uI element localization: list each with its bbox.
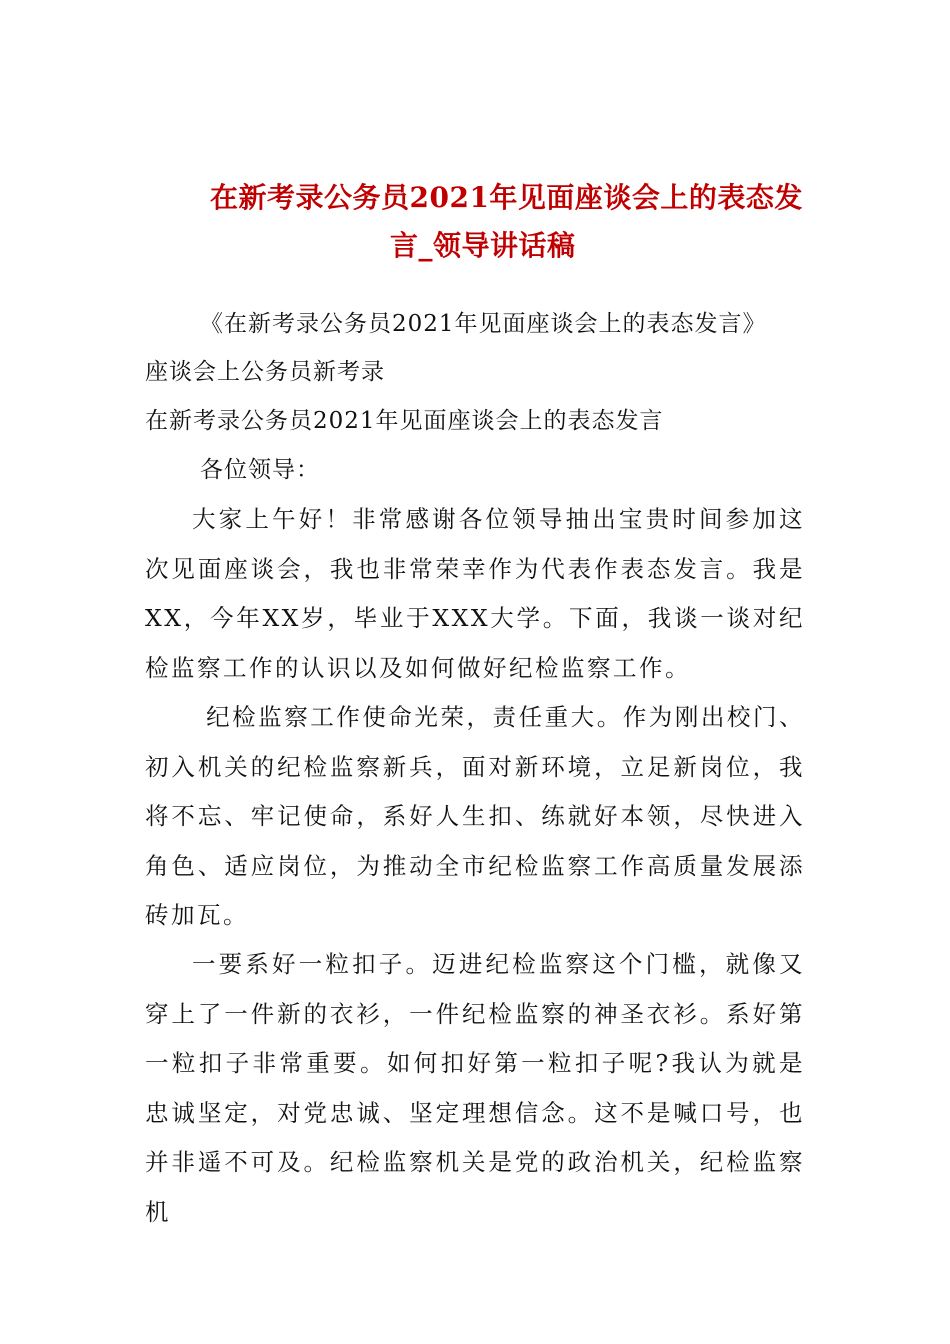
subtitle-quote: 《在新考录公务员2021年见面座谈会上的表态发言》 [200,311,767,337]
document-heading: 在新考录公务员2021年见面座谈会上的表态发言 [145,408,664,434]
keywords-line: 座谈会上公务员新考录 [145,359,385,385]
paragraph-1: 大家上午好！非常感谢各位领导抽出宝贵时间参加这次见面座谈会，我也非常荣幸作为代表作表态发言。我是XX，今年XX岁，毕业于XXX大学。下面，我谈一谈对纪检监察工作的认识以及如何做好纪检监察工作。 [145,505,805,682]
document-title [150,174,810,270]
paragraph-2: 纪检监察工作使命光荣，责任重大。作为刚出校门、初入机关的纪检监察新兵，面对新环境，立足新岗位，我将不忘、牢记使命，系好人生扣、练就好本领，尽快进入角色、适应岗位，为推动全市纪检监察工作高质量发展添砖加瓦。 [145,703,805,929]
salutation: 各位领导： [200,457,320,483]
title-line-2: 言_领导讲话稿 [390,229,576,262]
paragraph-3: 一要系好一粒扣子。迈进纪检监察这个门槛，就像又穿上了一件新的衣衫，一件纪检监察的神圣衣衫。系好第一粒扣子非常重要。如何扣好第一粒扣子呢?我认为就是忠诚坚定，对党忠诚、坚定理想信念。这不是喊口号，也并非遥不可及。纪检监察机关是党的政治机关，纪检监察机 [145,950,805,1226]
title-line-1: 在新考录公务员2021年见面座谈会上的表态发 [210,181,803,214]
